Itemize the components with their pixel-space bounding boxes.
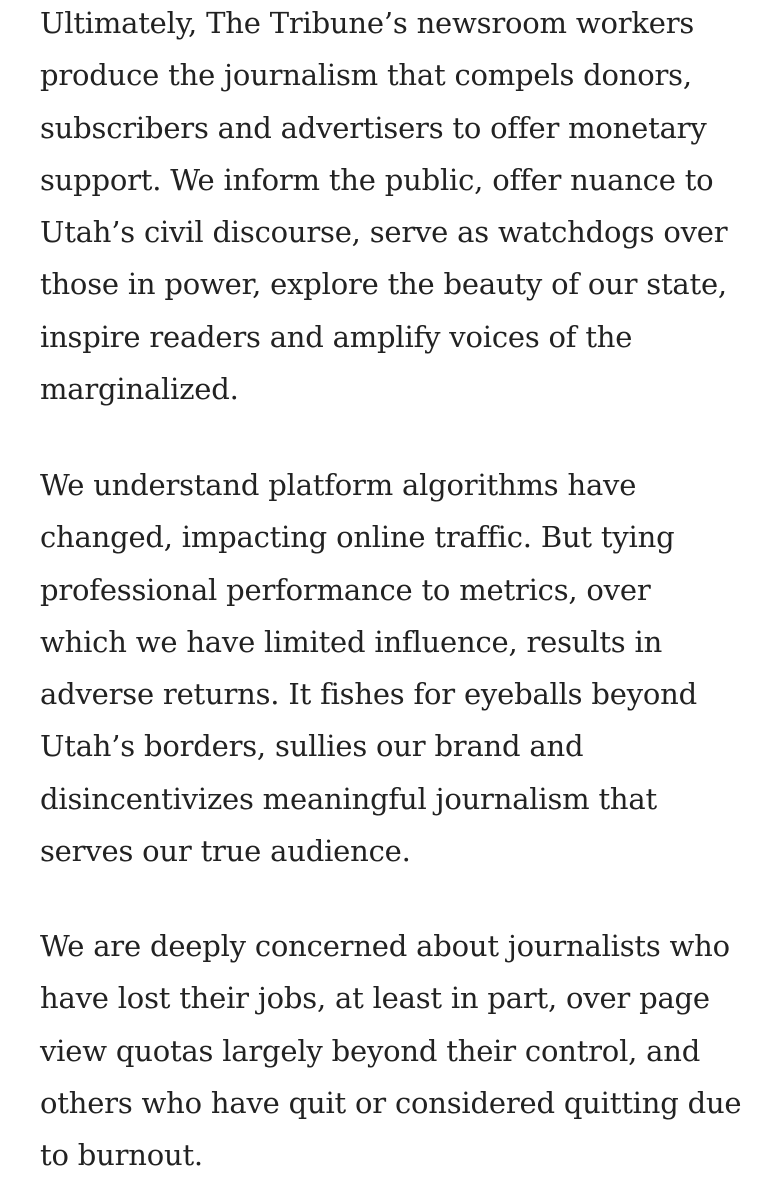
text-line: subscribers and advertisers to offer monetary	[40, 110, 707, 145]
text-line: have lost their jobs, at least in part, over page	[40, 981, 710, 1016]
text-line: Utah’s civil discourse, serve as watchdogs over	[40, 215, 728, 250]
text-line: produce the journalism that compels donors,	[40, 58, 692, 93]
text-line: disincentivizes meaningful journalism that	[40, 781, 657, 816]
text-line: professional performance to metrics, over	[40, 572, 651, 607]
text-line: others who have quit or considered quitting due	[40, 1085, 742, 1120]
text-line: We are deeply concerned about journalists who	[40, 929, 730, 963]
text-line: view quotas largely beyond their control, and	[40, 1033, 701, 1068]
text-line: inspire readers and amplify voices of the	[40, 319, 633, 354]
text-line: those in power, explore the beauty of our state,	[40, 267, 727, 302]
paragraph-1	[40, 0, 745, 415]
paragraph-2	[40, 459, 745, 877]
text-line: Ultimately, The Tribune’s newsroom workers	[40, 6, 695, 40]
text-line: support. We inform the public, offer nuance to	[40, 162, 714, 197]
text-line: marginalized.	[40, 372, 239, 407]
text-line: which we have limited influence, results in	[40, 624, 663, 659]
text-line: changed, impacting online traffic. But tying	[40, 520, 675, 555]
paragraph-3	[40, 920, 745, 1181]
text-line: adverse returns. It fishes for eyeballs beyond	[40, 677, 697, 712]
text-line: serves our true audience.	[40, 834, 411, 869]
text-line: to burnout.	[40, 1138, 203, 1173]
text-line: Utah’s borders, sullies our brand and	[40, 729, 584, 764]
text-line: We understand platform algorithms have	[40, 468, 637, 502]
